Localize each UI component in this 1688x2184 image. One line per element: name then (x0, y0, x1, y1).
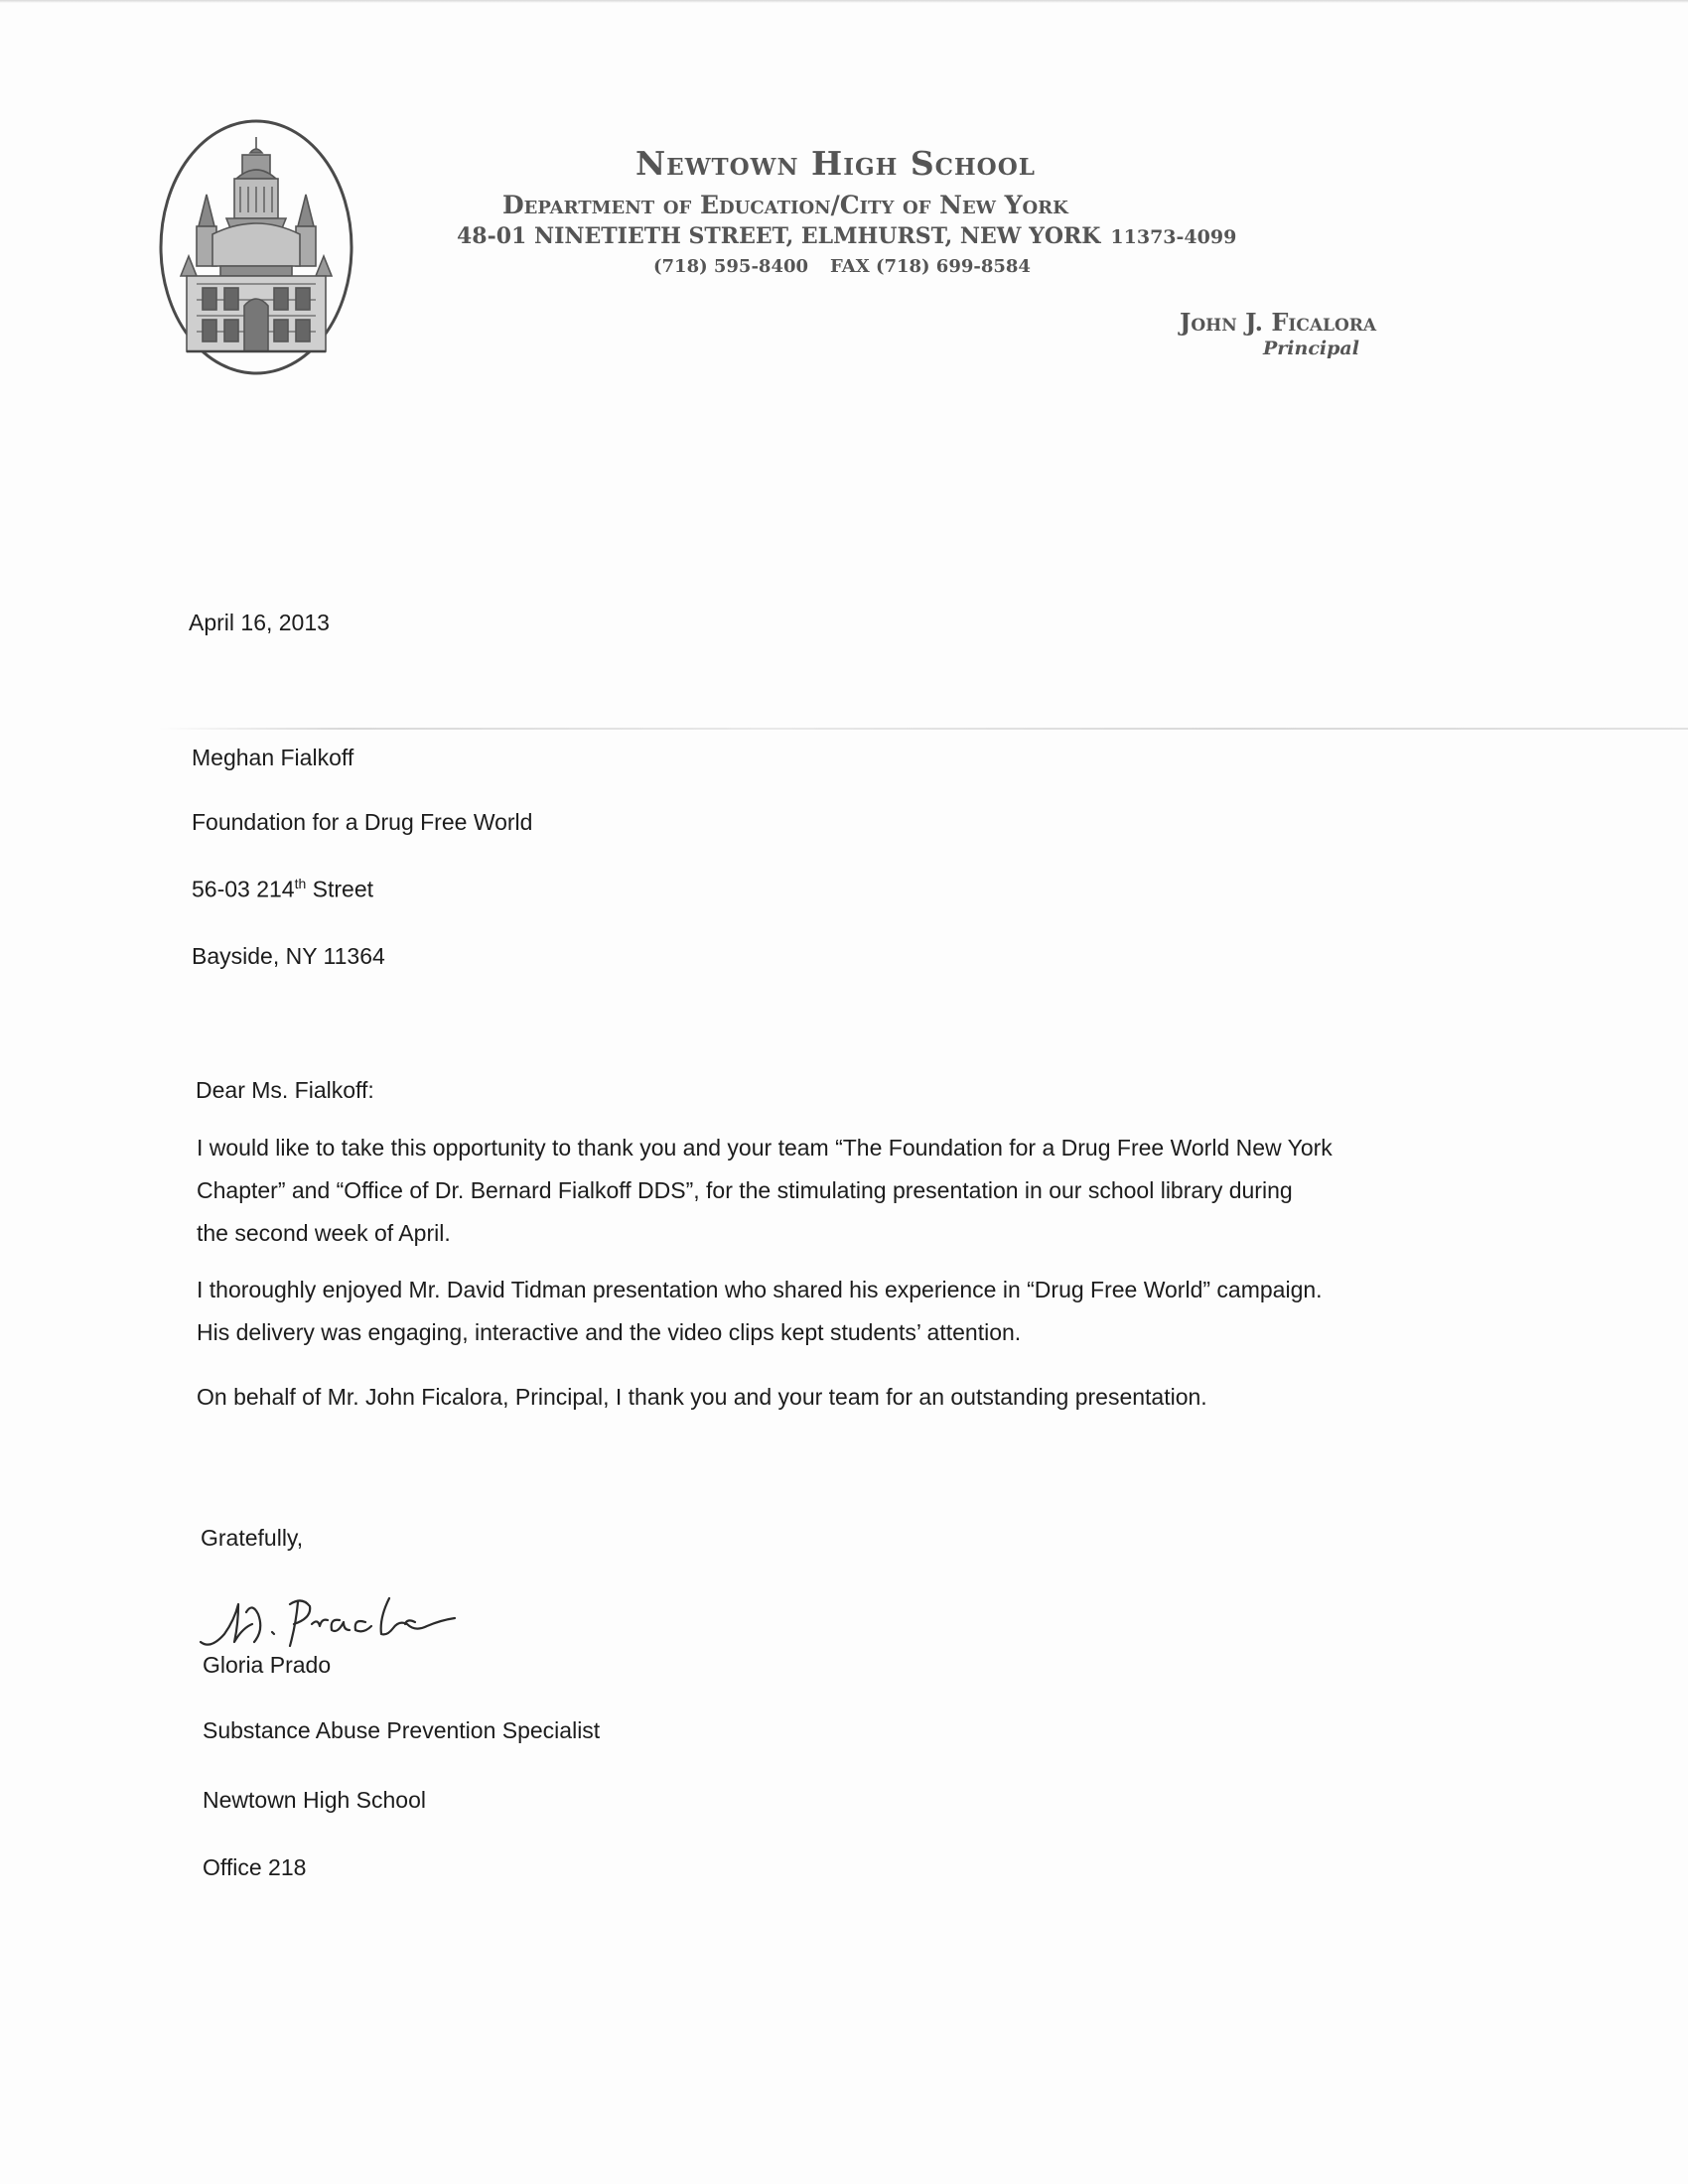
phone-number: (718) 595-8400 (653, 256, 809, 277)
closing: Gratefully, (201, 1525, 304, 1551)
signer-school: Newtown High School (203, 1787, 427, 1813)
department-name: Department of Education/City of New York (502, 191, 1068, 219)
signer-name: Gloria Prado (203, 1652, 332, 1678)
signer-title: Substance Abuse Prevention Specialist (203, 1717, 601, 1743)
fax-number: FAX (718) 699-8584 (830, 256, 1031, 277)
scan-edge (0, 0, 1688, 3)
paragraph-line: On behalf of Mr. John Ficalora, Principal, I thank you and your team for an outstanding presentation. (197, 1384, 1207, 1410)
recipient-name: Meghan Fialkoff (192, 745, 354, 770)
principal-title: Principal (1263, 338, 1359, 359)
paragraph-line: His delivery was engaging, interactive and the video clips kept students’ attention. (197, 1319, 1022, 1345)
school-address (457, 223, 1236, 249)
paragraph-line: the second week of April. (197, 1220, 451, 1246)
address-street: 48-01 NINETIETH STREET, ELMHURST, NEW YORK (457, 223, 1101, 249)
paragraph-line: I thoroughly enjoyed Mr. David Tidman presentation who shared his experience in “Drug Free World” campaign. (197, 1277, 1323, 1302)
address-zip: 11373-4099 (1110, 226, 1237, 248)
school-name: Newtown High School (635, 144, 1036, 183)
school-seal-icon (157, 117, 355, 377)
recipient-organization: Foundation for a Drug Free World (192, 809, 533, 835)
street-ordinal-suffix: th (294, 876, 307, 891)
contact-numbers (653, 256, 1031, 277)
recipient-street (192, 876, 373, 903)
signer-office: Office 218 (203, 1854, 307, 1880)
body-paragraph-2 (197, 1269, 1487, 1354)
paragraph-line: Chapter” and “Office of Dr. Bernard Fialkoff DDS”, for the stimulating presentation in our school library during (197, 1177, 1293, 1203)
street-name: Street (306, 876, 374, 902)
paper-fold-line (159, 728, 1688, 730)
street-number: 56-03 214 (192, 876, 295, 902)
letter-date: April 16, 2013 (189, 610, 330, 635)
body-paragraph-3 (197, 1376, 1487, 1419)
salutation: Dear Ms. Fialkoff: (196, 1077, 374, 1103)
principal-name: John J. Ficalora (1180, 308, 1377, 337)
recipient-city: Bayside, NY 11364 (192, 943, 385, 969)
paragraph-line: I would like to take this opportunity to thank you and your team “The Foundation for a Drug Free World New York (197, 1135, 1333, 1160)
body-paragraph-1 (197, 1127, 1487, 1255)
